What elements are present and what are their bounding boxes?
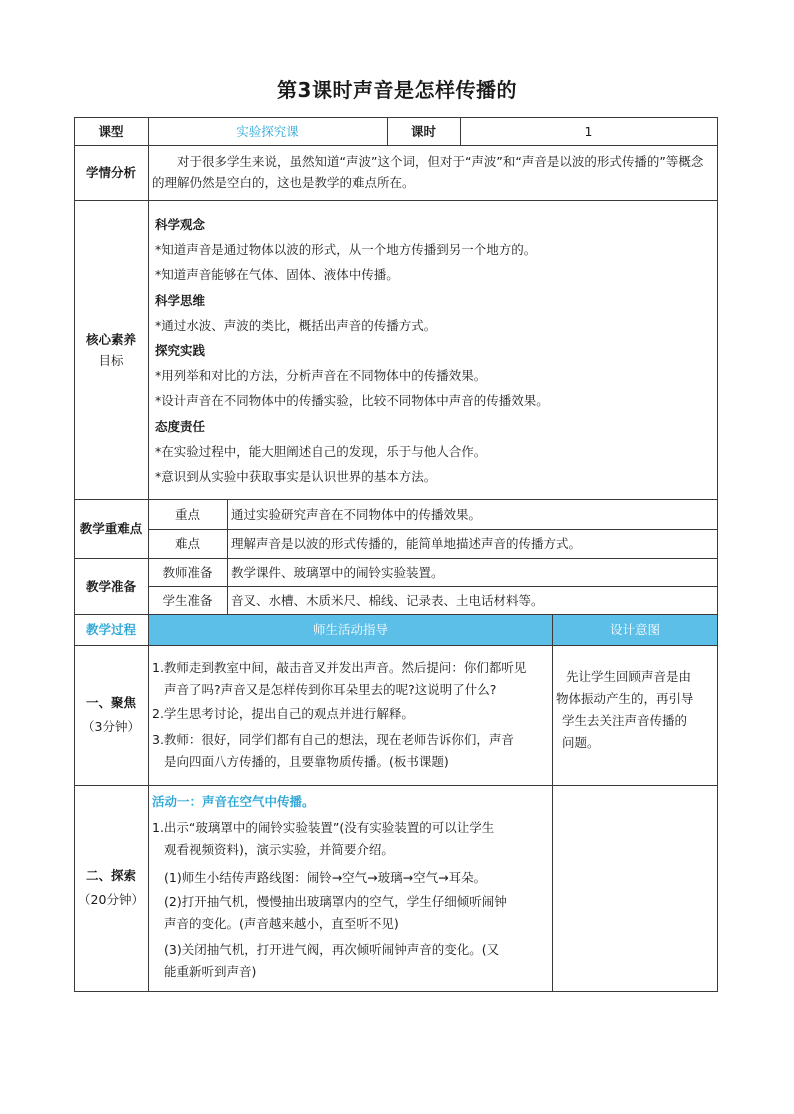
step1-activities xyxy=(152,657,548,773)
step1-label xyxy=(74,645,148,785)
list-item: 1.出示“玻璃罩中的闹铃实验装置”(没有实验装置的可以让学生 xyxy=(152,820,495,835)
list-item: 3.教师：很好，同学们都有自己的想法，现在老师告诉你们，声音 xyxy=(152,732,514,747)
goal-item: *通过水波、声波的类比，概括出声音的传播方式。 xyxy=(155,317,437,333)
process-header-col2: 师生活动指导 xyxy=(312,622,388,637)
list-item: (2)打开抽气机，慢慢抽出玻璃罩内的空气，学生仔细倾听闹钟 xyxy=(164,894,507,909)
list-item: 能重新听到声音) xyxy=(164,964,257,979)
goal-item: *知道声音是通过物体以波的形式，从一个地方传播到另一个地方的。 xyxy=(155,242,537,258)
goals-label-line2: 目标 xyxy=(98,352,124,368)
intent-line: 学生去关注声音传播的 xyxy=(562,713,688,728)
list-item: 1.教师走到教室中间，敲击音叉并发出声音。然后提问：你们都听见 xyxy=(152,660,527,675)
analysis-text: 对于很多学生来说，虽然知道“声波”这个词，但对于“声波”和“声音是以波的形式传播的”等概念的理解仍然是空白的，这也是教学的难点所在。 xyxy=(152,154,704,190)
goals-label-line1: 核心素养 xyxy=(85,331,136,347)
goals-label xyxy=(74,200,148,499)
activity-title: 活动一：声音在空气中传播。 xyxy=(152,794,315,809)
list-item: 2.学生思考讨论，提出自己的观点并进行解释。 xyxy=(152,706,414,721)
goal-item: *用列举和对比的方法，分析声音在不同物体中的传播效果。 xyxy=(155,368,487,384)
list-item: 观看视频资料)，演示实验，并简要介绍。 xyxy=(164,842,394,857)
goal-item: *知道声音能够在气体、固体、液体中传播。 xyxy=(155,267,399,283)
step1-time: （3分钟） xyxy=(82,719,140,734)
course-type-label: 课型 xyxy=(98,123,124,139)
step2-label xyxy=(74,785,148,991)
goal-item: *在实验过程中，能大胆阐述自己的发现，乐于与他人合作。 xyxy=(155,443,487,459)
key-point-value: 通过实验研究声音在不同物体中的传播效果。 xyxy=(231,507,482,522)
prep-label: 教学准备 xyxy=(85,578,136,594)
key-point-name: 难点 xyxy=(174,536,200,551)
intent-line: 问题。 xyxy=(562,735,600,750)
prep-value: 音叉、水槽、木质米尺、棉线、记录表、土电话材料等。 xyxy=(231,593,544,608)
goal-heading: 探究实践 xyxy=(155,343,206,359)
step2-activities xyxy=(152,791,548,983)
list-item: (3)关闭抽气机，打开进气阀，再次倾听闹钟声音的变化。(又 xyxy=(164,942,500,957)
goal-heading: 态度责任 xyxy=(155,418,206,434)
process-header-col1: 教学过程 xyxy=(85,622,136,637)
list-item: 声音的变化。(声音越来越小，直至听不见) xyxy=(164,916,399,931)
goal-item: *设计声音在不同物体中的传播实验，比较不同物体中声音的传播效果。 xyxy=(155,393,549,409)
goal-heading: 科学思维 xyxy=(155,292,206,308)
step1-title: 一、聚焦 xyxy=(85,695,136,710)
step2-time: （20分钟） xyxy=(78,892,144,907)
intent-line: 先让学生回顾声音是由 xyxy=(566,669,692,684)
step1-intent xyxy=(556,666,714,754)
list-item: 是向四面八方传播的，且要靠物质传播。(板书课题) xyxy=(164,754,449,769)
key-point-name: 重点 xyxy=(174,506,200,522)
prep-value: 教学课件、玻璃罩中的闹铃实验装置。 xyxy=(231,565,444,580)
list-item: 声音了吗?声音又是怎样传到你耳朵里去的呢?这说明了什么? xyxy=(164,682,497,697)
period-label: 课时 xyxy=(410,123,436,139)
key-points-label: 教学重难点 xyxy=(79,521,143,536)
goals-content xyxy=(155,212,711,489)
course-type-value: 实验探究课 xyxy=(236,123,299,139)
key-point-value: 理解声音是以波的形式传播的，能简单地描述声音的传播方式。 xyxy=(231,536,582,551)
prep-name: 学生准备 xyxy=(162,592,213,608)
analysis-label: 学情分析 xyxy=(85,165,136,180)
goal-heading: 科学观念 xyxy=(155,217,206,232)
period-value: 1 xyxy=(584,123,593,139)
list-item: (1)师生小结传声路线图：闹铃→空气→玻璃→空气→耳朵。 xyxy=(164,870,487,885)
prep-name: 教师准备 xyxy=(162,564,213,580)
page-title: 第3课时声音是怎样传播的 xyxy=(277,78,517,102)
intent-line: 物体振动产生的，再引导 xyxy=(556,691,694,706)
step2-title: 二、探索 xyxy=(85,868,136,883)
process-header-col3: 设计意图 xyxy=(609,622,660,637)
goal-item: *意识到从实验中获取事实是认识世界的基本方法。 xyxy=(155,469,437,485)
